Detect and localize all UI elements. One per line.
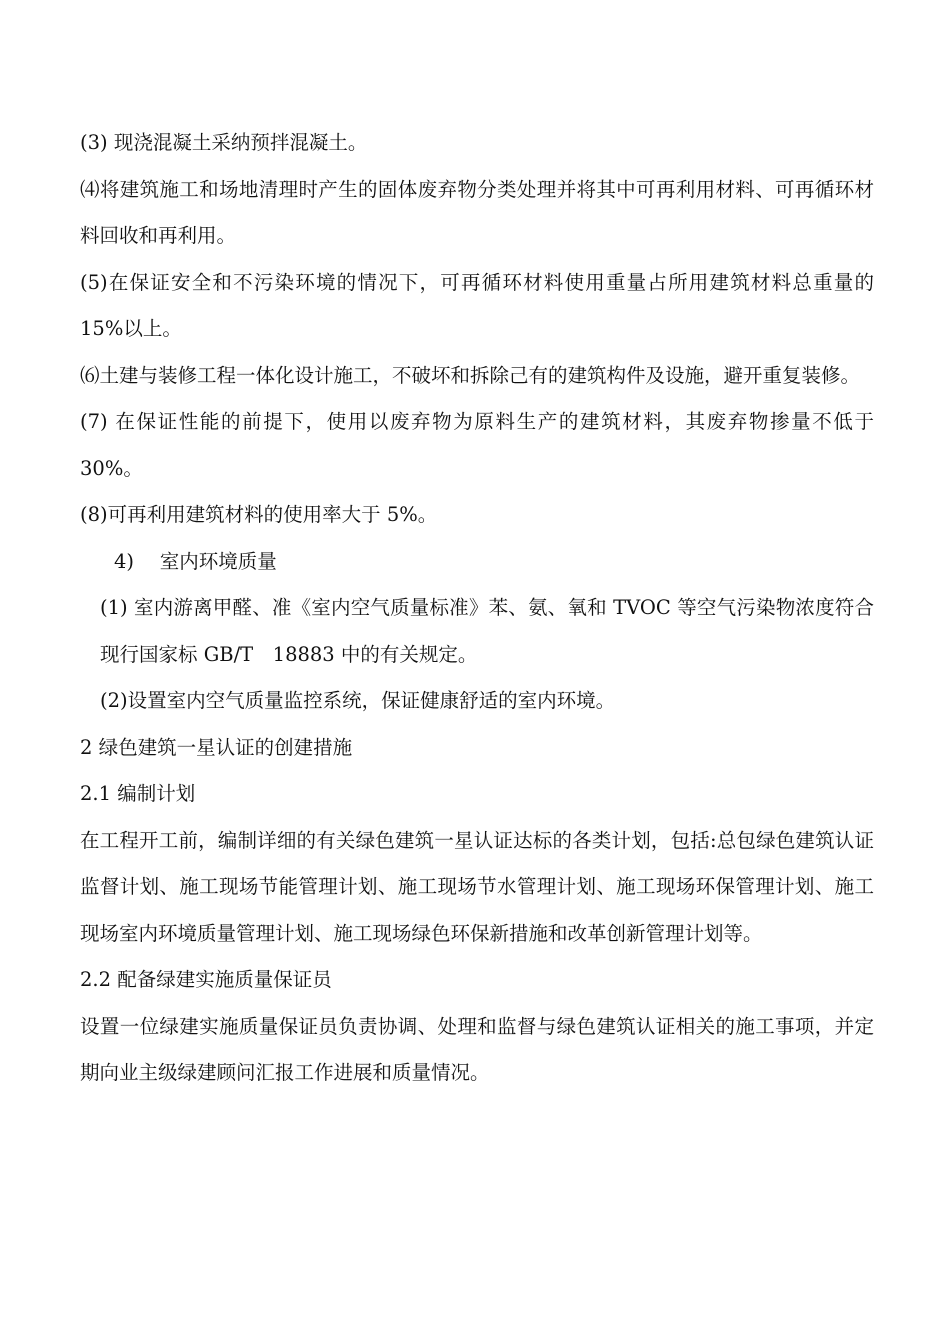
section-heading-2-2: 2.2 配备绿建实施质量保证员 (80, 968, 332, 991)
list-item-6: ⑹土建与装修工程一体化设计施工，不破坏和拆除己有的建筑构件及设施，避开重复装修。 (80, 363, 861, 387)
subheading-indoor-environment: 4) 室内环境质量 (114, 549, 277, 573)
section-heading-2: 2 绿色建筑一星认证的创建措施 (80, 735, 353, 759)
list-item-3: (3) 现浇混凝土采纳预拌混凝土。 (80, 131, 368, 154)
list-item-4: ⑷将建筑施工和场地清理时产生的固体废弃物分类处理并将其中可再利用材料、可再循环材料回收和再利用。 (80, 177, 874, 247)
section-heading-2-1: 2.1 编制计划 (80, 782, 196, 805)
env-item-2: (2)设置室内空气质量监控系统，保证健康舒适的室内环境。 (100, 689, 616, 712)
list-item-8: (8)可再利用建筑材料的使用率大于 5%。 (80, 503, 438, 526)
list-item-7: (7) 在保证性能的前提下，使用以废弃物为原料生产的建筑材料，其废弃物掺量不低于 30%。 (80, 410, 874, 480)
body-paragraph-2-1: 在工程开工前，编制详细的有关绿色建筑一星认证达标的各类计划，包括:总包绿色建筑认证监督计划、施工现场节能管理计划、施工现场节水管理计划、施工现场环保管理计划、施工现场室内环境质量管理计划、施工现场绿色环保新措施和改革创新管理计划等。 (80, 828, 874, 945)
env-item-1: (1) 室内游离甲醛、准《室内空气质量标准》苯、氨、氧和 TVOC 等空气污染物浓度符合现行国家标 GB/T 18883 中的有关规定。 (100, 596, 874, 666)
list-item-5: (5)在保证安全和不污染环境的情况下，可再循环材料使用重量占所用建筑材料总重量的 15%以上。 (80, 270, 874, 340)
body-paragraph-2-2: 设置一位绿建实施质量保证员负责协调、处理和监督与绿色建筑认证相关的施工事项，并定期向业主级绿建顾问汇报工作进展和质量情况。 (80, 1014, 874, 1084)
document-page (80, 120, 874, 1097)
